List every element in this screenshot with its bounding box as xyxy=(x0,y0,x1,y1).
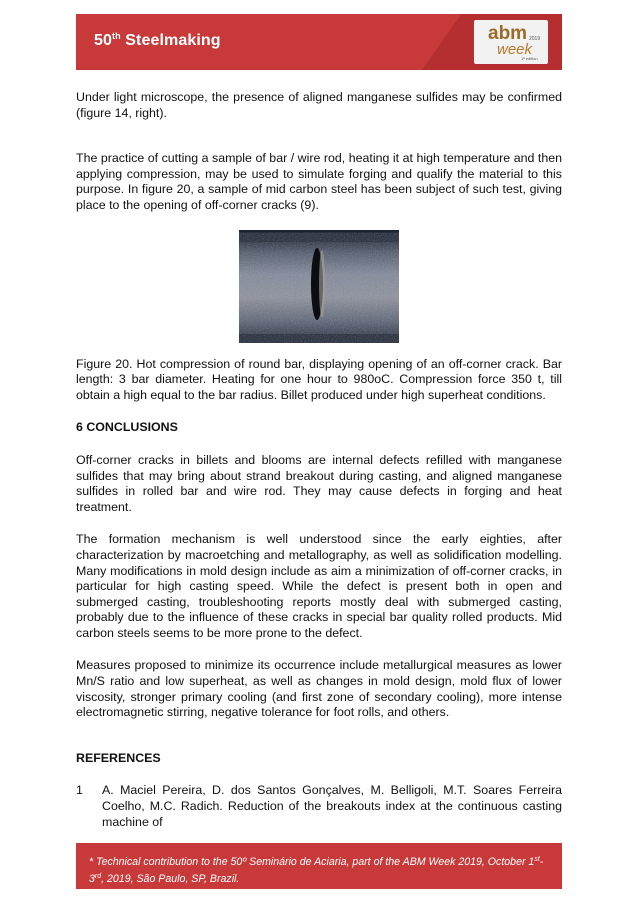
logo-abm-text: abm xyxy=(488,23,528,44)
conclusion-paragraph-3: Measures proposed to minimize its occurrence include metallurgical measures as lower Mn/S ratio and low superheat, as well as changes in mold design, mold flux of lower viscosity, stronger primary cooling (and first zone of secondary cooling), more intense electromagnetic stirring, negative tolerance for foot rolls, and others. xyxy=(76,658,562,720)
references-heading: REFERENCES xyxy=(76,750,161,765)
conclusion-paragraph-1: Off-corner cracks in billets and blooms are internal defects refilled with manganese sulfides that may bring about strand breakout during casting, and aligned manganese sulfides in rolled bar and wire rod. They may cause defects in forging and heat treatment. xyxy=(76,452,562,514)
abm-week-logo xyxy=(474,20,548,64)
logo-week-text: week xyxy=(497,41,533,58)
paragraph-compression-test: The practice of cutting a sample of bar / wire rod, heating it at high temperature and then applying compression, may be used to simulate forging and qualify the material to this purpose. In figure 20, a sample of mid carbon steel has been subject of such test, giving place to the opening of off-corner cracks (9). xyxy=(76,151,562,212)
page-content xyxy=(76,90,562,830)
footer-banner xyxy=(76,843,562,889)
paragraph-light-microscope: Under light microscope, the presence of aligned manganese sulfides may be confirmed (figure 14, right). xyxy=(76,90,562,120)
header-banner xyxy=(76,14,562,70)
reference-text: A. Maciel Pereira, D. dos Santos Gonçalves, M. Belligoli, M.T. Soares Ferreira Coelho, M.C. Radich. Reduction of the breakouts index at the continuous casting machine of xyxy=(102,783,562,829)
header-title: 50th Steelmaking xyxy=(94,31,221,49)
figure-20-image xyxy=(239,230,399,343)
reference-number: 1 xyxy=(76,783,83,798)
logo-edition-text: 1ª edition xyxy=(521,56,538,61)
figure-20-caption: Figure 20. Hot compression of round bar, displaying opening of an off-corner crack. Bar length: 3 bar diameter. Heating for one hour to 980oC. Compression force 350 t, till obtain a high equal to the bar radius. Billet produced under high superheat conditions. xyxy=(76,356,562,402)
conclusion-paragraph-2: The formation mechanism is well understood since the early eighties, after characterization by macroetching and metallography, as well as solidification modelling. Many modifications in mold design include as aim a minimization of off-corner cracks, in particular for high casting speed. While the defect is present both in open and submerged casting, troubleshooting reports mostly deal with submerged casting, probably due to the influence of these cracks in special bar quality rolled products. Mid carbon steels seems to be more prone to the defect. xyxy=(76,532,562,640)
footer-note: * Technical contribution to the 50º Seminário de Aciaria, part of the ABM Week 2019, October 1st-3rd, 2019, São Paulo, SP, Brazil. xyxy=(89,856,544,885)
reference-item xyxy=(76,783,562,830)
conclusions-heading: 6 CONCLUSIONS xyxy=(76,420,178,435)
logo-year-text: 2019 xyxy=(529,36,541,42)
